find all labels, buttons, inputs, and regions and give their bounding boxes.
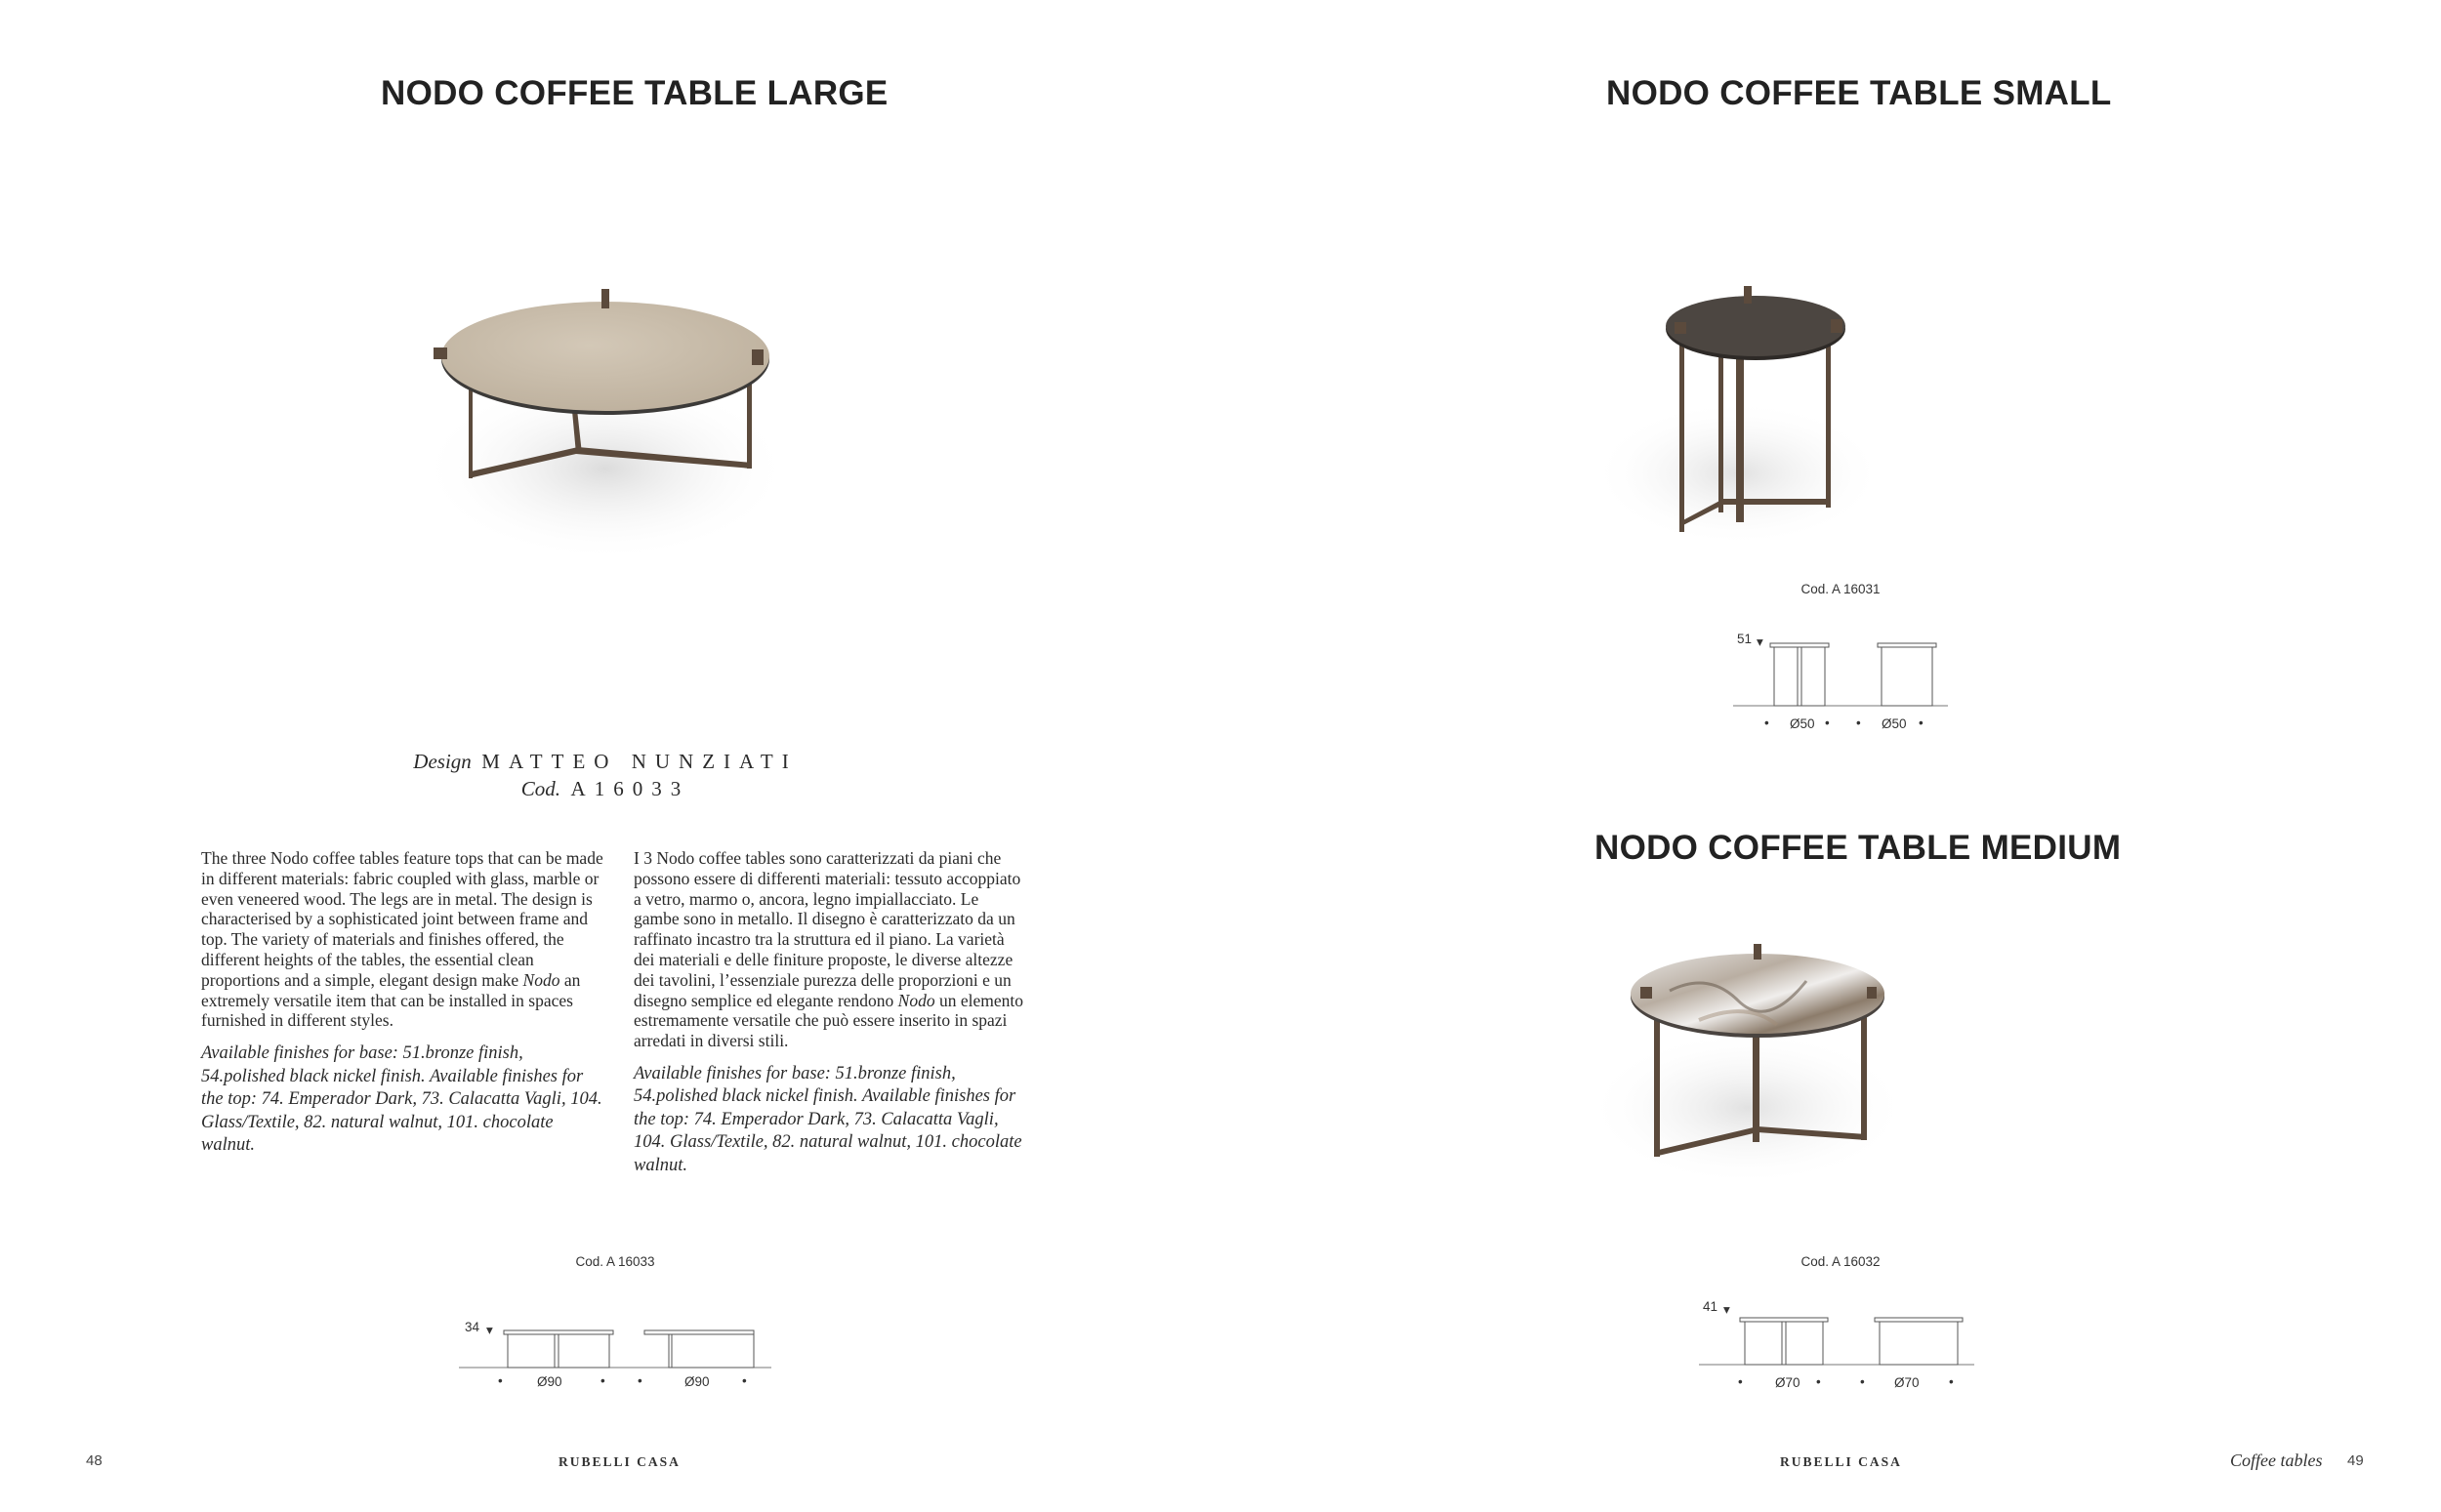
technical-drawing-medium — [1699, 1296, 1982, 1394]
page-number-left: 48 — [86, 1452, 103, 1469]
dot-icon: • — [1825, 715, 1830, 730]
diameter-front-medium: Ø70 — [1894, 1375, 1920, 1390]
description-en: The three Nodo coffee tables feature tops that can be made in different materials: fabric coupled with glass, marble or even veneered wood. The legs are in metal. The design is characterised by a sophisticated joint between frame and top. The variety of materials and finishes offered, the different heights of the tables, the essential clean proportions and a simple, elegant design make Nodo an extremely versatile item that can be installed in spaces furnished in different styles. Available finishes for base: 51.bronze finish, 54.polished black nickel finish. Available finishes for the top: 74. Emperador Dark, 73. Calacatta Vagli, 104. Glass/Textile, 82. natural walnut, 101. chocolate walnut. — [201, 848, 603, 1169]
height-dim-large: 34 — [465, 1320, 480, 1334]
page-number-right: 49 — [2347, 1452, 2364, 1469]
arrow-icon: ▾ — [1757, 634, 1763, 649]
dot-icon: • — [742, 1373, 747, 1388]
dot-icon: • — [1764, 715, 1769, 730]
dot-icon: • — [1816, 1374, 1821, 1389]
technical-drawing-large — [459, 1313, 781, 1391]
diameter-side-small: Ø50 — [1790, 716, 1815, 731]
arrow-icon: ▾ — [1723, 1302, 1730, 1317]
small-table-image — [1582, 278, 1875, 571]
designer-name: MATTEO NUNZIATI — [481, 750, 798, 773]
dot-icon: • — [638, 1373, 642, 1388]
dot-icon: • — [1856, 715, 1861, 730]
medium-table-image — [1582, 932, 1914, 1206]
title-small: NODO COFFEE TABLE SMALL — [1606, 74, 2112, 112]
title-medium: NODO COFFEE TABLE MEDIUM — [1594, 829, 2122, 867]
title-large: NODO COFFEE TABLE LARGE — [381, 74, 889, 112]
height-dim-small: 51 — [1737, 632, 1753, 646]
diameter-side-large: Ø90 — [537, 1374, 562, 1389]
large-table-image — [410, 273, 781, 586]
dot-icon: • — [498, 1373, 503, 1388]
design-credits — [371, 750, 840, 801]
drawing-code-small: Cod. A 16031 — [1800, 582, 1881, 596]
drawing-code-large: Cod. A 16033 — [575, 1254, 655, 1269]
diameter-front-small: Ø50 — [1882, 716, 1907, 731]
cod-value: A16033 — [570, 777, 690, 800]
description-it: I 3 Nodo coffee tables sono caratterizzati da piani che possono essere di differenti materiali: tessuto accoppiato a vetro, marmo o, ancora, legno impiallacciato. Le gambe sono in metallo. Il disegno è caratterizzato da un raffinato incastro tra la struttura ed il piano. La varietà dei materiali e delle finiture proposte, le diverse altezze dei tavolini, l’essenziale purezza delle proporzioni e un disegno semplice ed elegante rendono Nodo un elemento estremamente versatile che può essere inserito in spazi arredati in diversi stili. Available finishes for base: 51.bronze finish, 54.polished black nickel finish. Available finishes for the top: 74. Emperador Dark, 73. Calacatta Vagli, 104. Glass/Textile, 82. natural walnut, 101. chocolate walnut. — [634, 848, 1026, 1189]
section-name: Coffee tables — [2230, 1451, 2323, 1470]
diameter-front-large: Ø90 — [684, 1374, 710, 1389]
diameter-side-medium: Ø70 — [1775, 1375, 1800, 1390]
drawing-code-medium: Cod. A 16032 — [1800, 1254, 1881, 1269]
cod-label: Cod. — [520, 777, 561, 800]
finishes-en: Available finishes for base: 51.bronze finish, 54.polished black nickel finish. Available finishes for the top: 74. Emperador Dark, 73. Calacatta Vagli, 104. Glass/Textile, 82. natural walnut, 101. chocolate walnut. — [201, 1043, 602, 1156]
design-label: Design — [413, 750, 472, 773]
dot-icon: • — [600, 1373, 605, 1388]
dot-icon: • — [1949, 1374, 1954, 1389]
height-dim-medium: 41 — [1703, 1299, 1718, 1314]
brand-footer-right: RUBELLI CASA — [1780, 1454, 1902, 1469]
brand-footer-left: RUBELLI CASA — [559, 1454, 681, 1469]
finishes-it: Available finishes for base: 51.bronze finish, 54.polished black nickel finish. Available finishes for the top: 74. Emperador Dark, 73. Calacatta Vagli, 104. Glass/Textile, 82. natural walnut, 101. chocolate walnut. — [634, 1063, 1022, 1175]
technical-drawing-small — [1733, 630, 1958, 742]
dot-icon: • — [1738, 1374, 1743, 1389]
arrow-icon: ▾ — [486, 1323, 493, 1337]
dot-icon: • — [1919, 715, 1924, 730]
dot-icon: • — [1860, 1374, 1865, 1389]
